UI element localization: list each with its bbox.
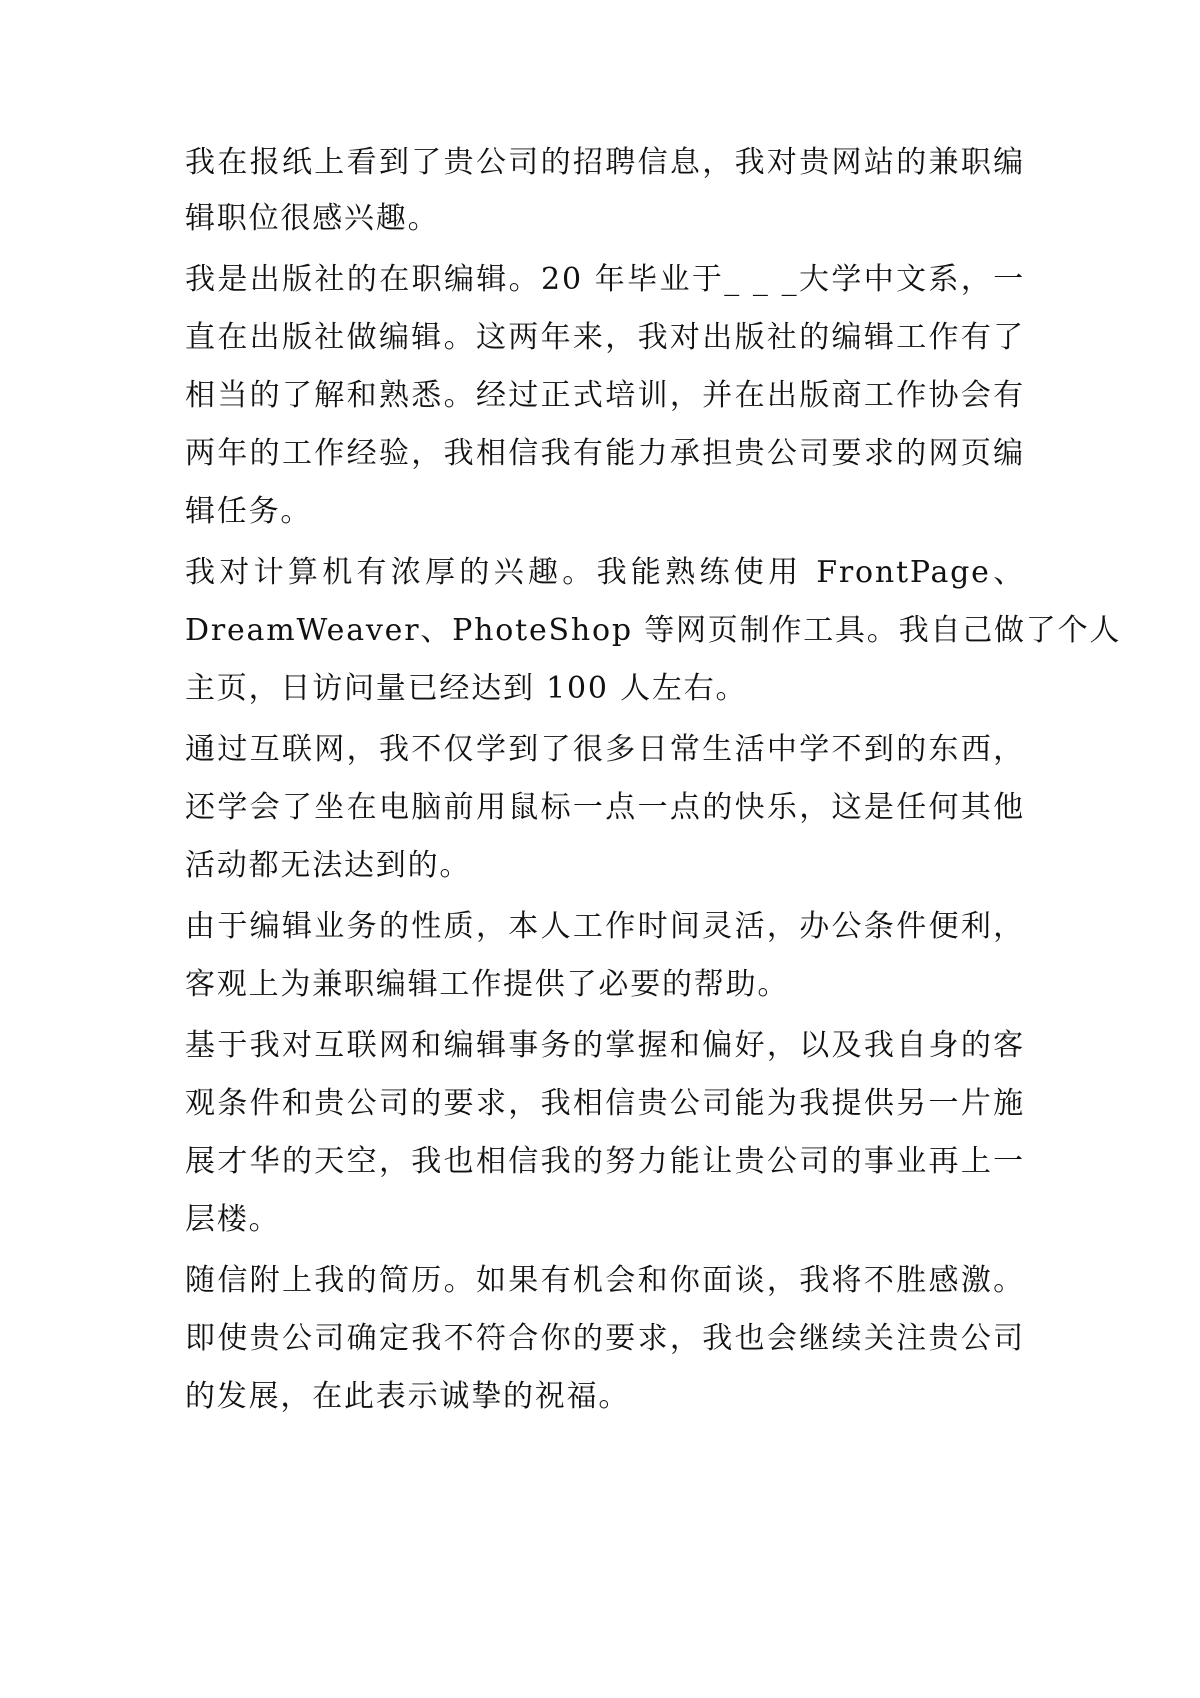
text-line: 相当的了解和熟悉。经过正式培训，并在出版商工作协会有 bbox=[185, 378, 1025, 413]
text-line: 我在报纸上看到了贵公司的招聘信息，我对贵网站的兼职编 bbox=[185, 145, 1025, 180]
text-line: 展才华的天空，我也相信我的努力能让贵公司的事业再上一 bbox=[185, 1144, 1025, 1179]
text-line: 随信附上我的简历。如果有机会和你面谈，我将不胜感激。 bbox=[185, 1263, 1025, 1298]
text-line: 客观上为兼职编辑工作提供了必要的帮助。 bbox=[185, 967, 790, 1002]
text-line: 层楼。 bbox=[185, 1202, 281, 1237]
text-line: 直在出版社做编辑。这两年来，我对出版社的编辑工作有了 bbox=[185, 320, 1025, 355]
text-line: 主页，日访问量已经达到 100 人左右。 bbox=[185, 671, 748, 706]
text-line: 我对计算机有浓厚的兴趣。我能熟练使用 FrontPage、 bbox=[185, 555, 1025, 590]
text-line: 我是出版社的在职编辑。20 年毕业于_ _ _大学中文系，一 bbox=[185, 262, 1025, 297]
text-line: 辑任务。 bbox=[185, 494, 313, 529]
text-line: 活动都无法达到的。 bbox=[185, 848, 472, 883]
text-line: 基于我对互联网和编辑事务的掌握和偏好，以及我自身的客 bbox=[185, 1028, 1025, 1063]
text-line: DreamWeaver、PhoteShop 等网页制作工具。我自己做了个人 bbox=[185, 613, 1122, 648]
text-line: 还学会了坐在电脑前用鼠标一点一点的快乐，这是任何其他 bbox=[185, 790, 1025, 825]
text-line: 辑职位很感兴趣。 bbox=[185, 201, 440, 236]
text-line: 观条件和贵公司的要求，我相信贵公司能为我提供另一片施 bbox=[185, 1086, 1025, 1121]
text-line: 即使贵公司确定我不符合你的要求，我也会继续关注贵公司 bbox=[185, 1321, 1025, 1356]
text-line: 由于编辑业务的性质，本人工作时间灵活，办公条件便利， bbox=[185, 909, 1025, 944]
text-line: 两年的工作经验，我相信我有能力承担贵公司要求的网页编 bbox=[185, 436, 1025, 471]
text-line: 的发展，在此表示诚挚的祝福。 bbox=[185, 1379, 631, 1414]
text-line: 通过互联网，我不仅学到了很多日常生活中学不到的东西， bbox=[185, 732, 1025, 767]
